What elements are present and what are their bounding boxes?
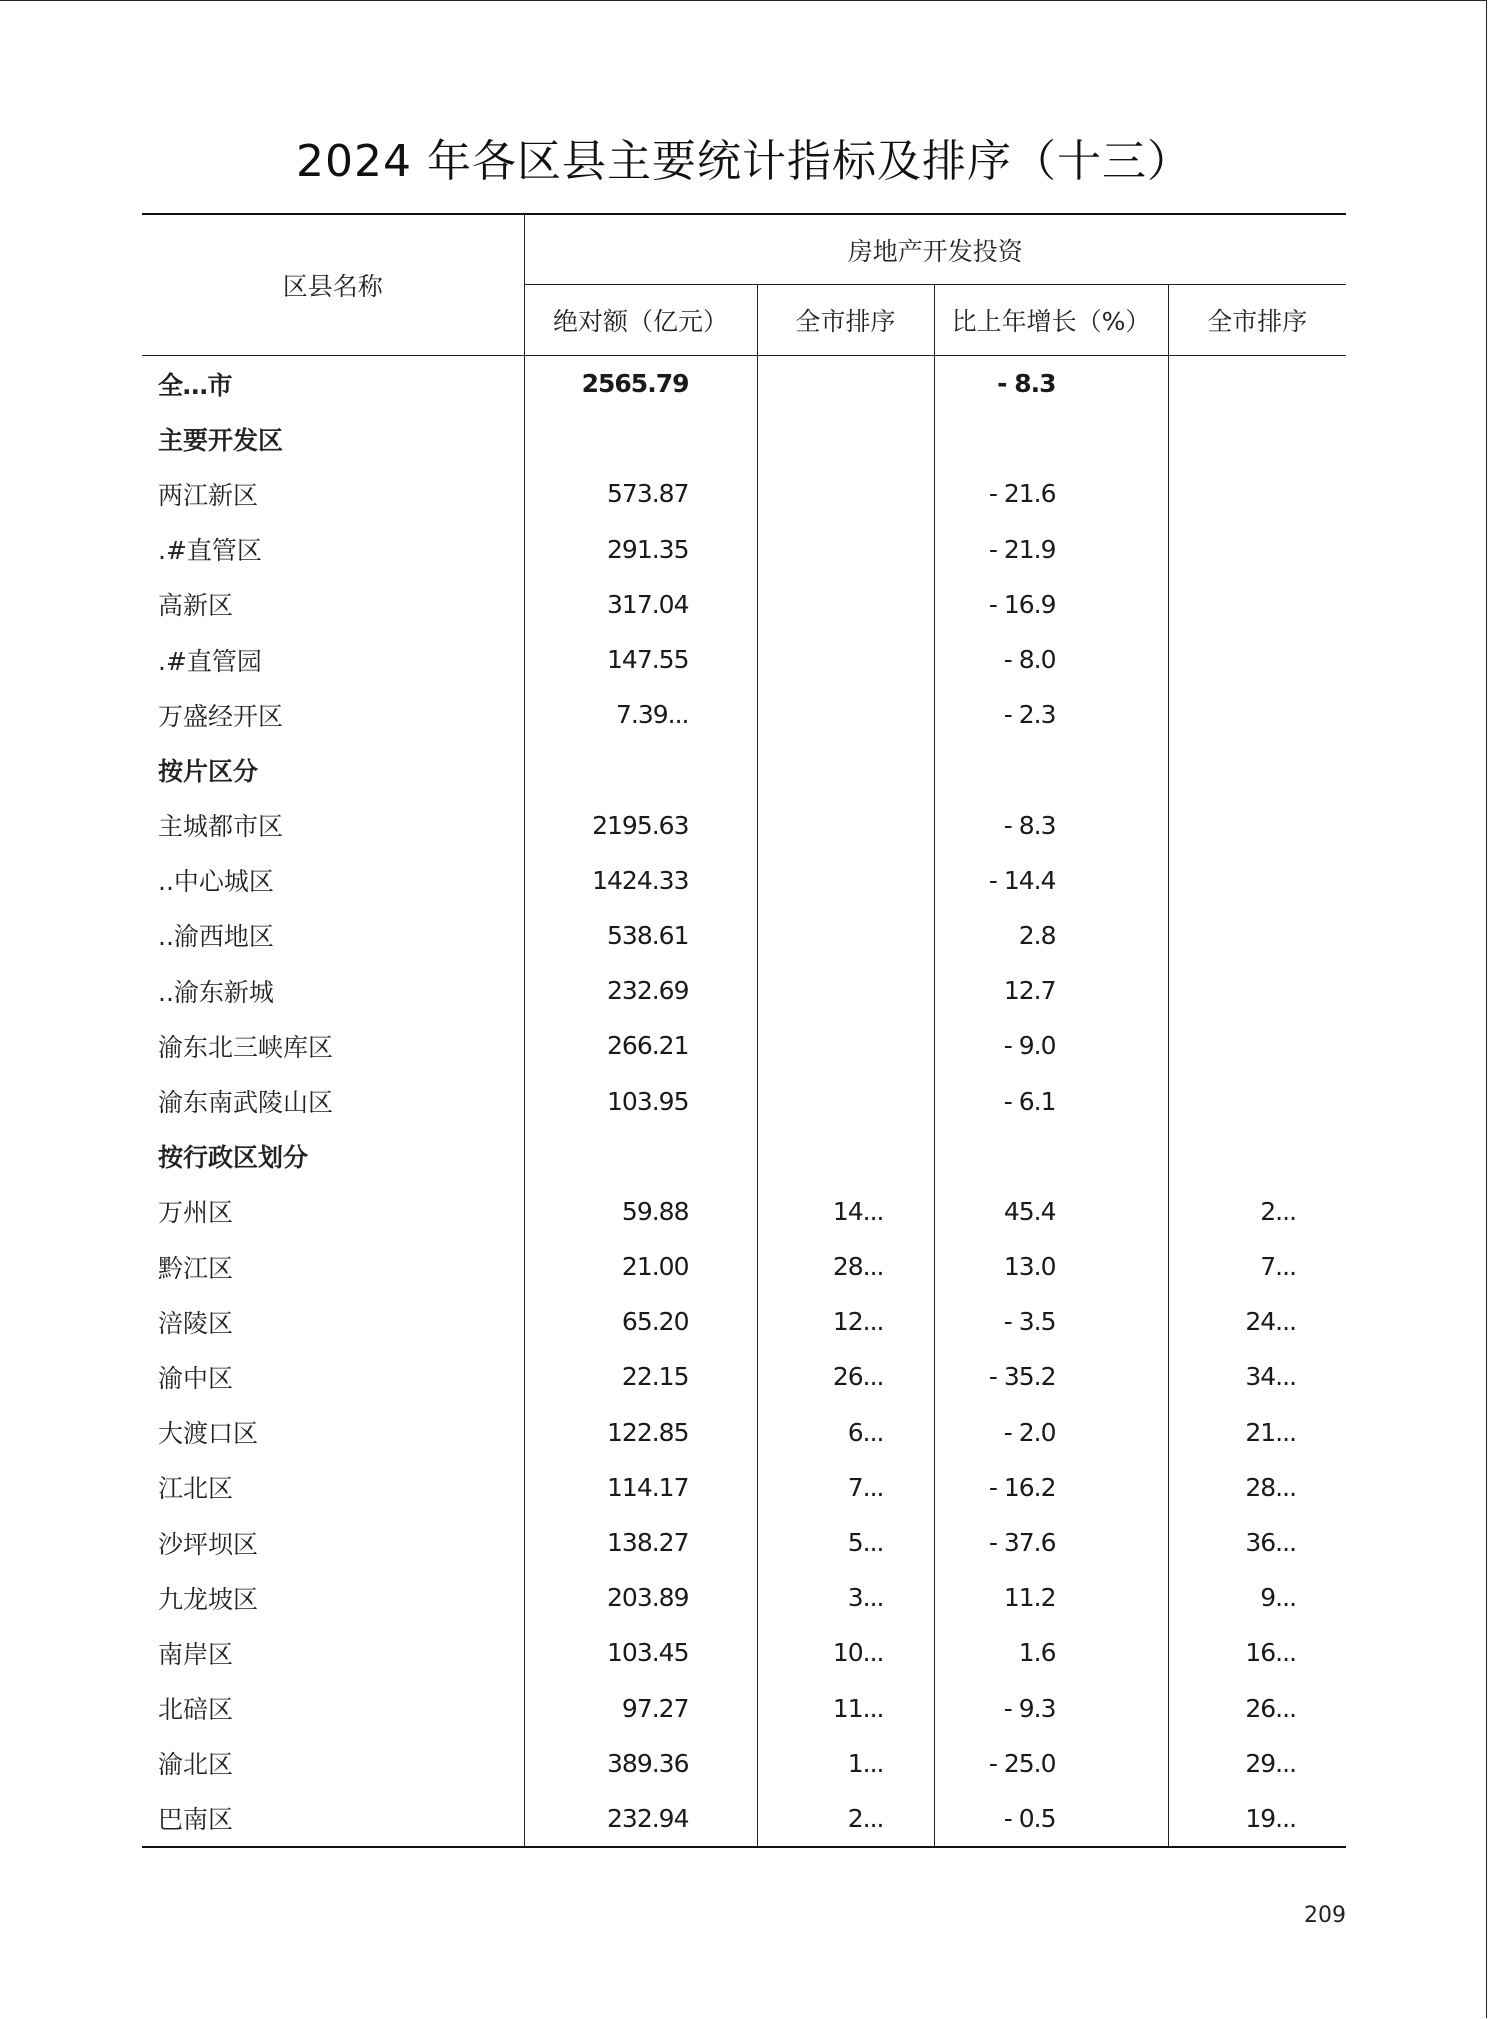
page-number: 209 xyxy=(1304,1903,1346,1928)
cell-growth-rank xyxy=(1168,356,1346,412)
cell-growth-rank xyxy=(1168,963,1346,1018)
row-name: 渝东南武陵山区 xyxy=(142,1073,524,1128)
cell-growth xyxy=(934,742,1168,797)
row-name: 渝中区 xyxy=(142,1349,524,1404)
column-header-district: 区县名称 xyxy=(142,214,524,356)
cell-growth: - 6.1 xyxy=(934,1073,1168,1128)
table-row xyxy=(142,1791,1346,1847)
cell-growth: - 9.0 xyxy=(934,1018,1168,1073)
cell-absolute-amount: 232.94 xyxy=(524,1791,757,1847)
cell-absolute-amount: 59.88 xyxy=(524,1184,757,1239)
table-row xyxy=(142,1184,1346,1239)
table-row xyxy=(142,1073,1346,1128)
page-title: 2024 年各区县主要统计指标及排序（十三） xyxy=(296,136,1192,187)
cell-growth: - 8.3 xyxy=(934,798,1168,853)
cell-amount-rank xyxy=(757,798,934,853)
cell-amount-rank xyxy=(757,1018,934,1073)
row-name: 主城都市区 xyxy=(142,798,524,853)
table-row xyxy=(142,1570,1346,1625)
cell-absolute-amount: 2565.79 xyxy=(524,356,757,412)
cell-growth: - 3.5 xyxy=(934,1294,1168,1349)
table-row xyxy=(142,1736,1346,1791)
cell-absolute-amount: 232.69 xyxy=(524,963,757,1018)
cell-growth-rank xyxy=(1168,798,1346,853)
table-row-city-total xyxy=(142,356,1346,412)
cell-growth: - 21.6 xyxy=(934,466,1168,521)
cell-growth-rank: 36... xyxy=(1245,1528,1297,1558)
row-name: 全...市 xyxy=(142,356,524,412)
cell-growth: - 0.5 xyxy=(934,1791,1168,1847)
cell-absolute-amount: 7.39... xyxy=(524,687,757,742)
table-row xyxy=(142,1018,1346,1073)
table-row xyxy=(142,1349,1346,1404)
column-header-growth-rank: 全市排序 xyxy=(1168,285,1346,356)
cell-amount-rank xyxy=(757,522,934,577)
cell-amount-rank xyxy=(757,632,934,687)
table-row xyxy=(142,853,1346,908)
row-name: 黔江区 xyxy=(142,1239,524,1294)
row-name: 万州区 xyxy=(142,1184,524,1239)
cell-growth: - 35.2 xyxy=(934,1349,1168,1404)
cell-amount-rank xyxy=(757,356,934,412)
section-label: 按行政区划分 xyxy=(142,1129,524,1184)
cell-growth-rank: 2... xyxy=(1260,1196,1297,1226)
cell-absolute-amount: 103.45 xyxy=(524,1625,757,1680)
cell-amount-rank: 26... xyxy=(757,1349,934,1404)
cell-growth-rank xyxy=(1168,1073,1346,1128)
cell-absolute-amount: 147.55 xyxy=(524,632,757,687)
row-name: 南岸区 xyxy=(142,1625,524,1680)
table-row xyxy=(142,1239,1346,1294)
cell-amount-rank: 10... xyxy=(757,1625,934,1680)
cell-growth xyxy=(934,411,1168,466)
cell-growth-rank: 9... xyxy=(1260,1583,1297,1613)
table-section-header xyxy=(142,1129,1346,1184)
cell-growth-rank xyxy=(1168,632,1346,687)
cell-amount-rank: 6... xyxy=(757,1405,934,1460)
table-section-header xyxy=(142,411,1346,466)
cell-growth-rank: 19... xyxy=(1168,1791,1346,1847)
cell-amount-rank xyxy=(757,963,934,1018)
row-name: .#直管园 xyxy=(142,632,524,687)
cell-amount-rank xyxy=(757,853,934,908)
table-row xyxy=(142,1294,1346,1349)
cell-absolute-amount: 266.21 xyxy=(524,1018,757,1073)
cell-absolute-amount: 573.87 xyxy=(524,466,757,521)
cell-amount-rank xyxy=(757,1073,934,1128)
cell-absolute-amount xyxy=(524,742,757,797)
cell-absolute-amount: 22.15 xyxy=(524,1349,757,1404)
cell-absolute-amount: 65.20 xyxy=(524,1294,757,1349)
cell-growth: - 16.9 xyxy=(934,577,1168,632)
cell-growth: 1.6 xyxy=(934,1625,1168,1680)
row-name: ..渝西地区 xyxy=(142,908,524,963)
cell-growth: - 14.4 xyxy=(934,853,1168,908)
cell-amount-rank xyxy=(757,908,934,963)
cell-growth-rank: 28... xyxy=(1245,1472,1297,1502)
cell-growth-rank xyxy=(1168,742,1346,797)
cell-growth-rank: 34... xyxy=(1245,1362,1297,1392)
cell-growth: - 25.0 xyxy=(934,1736,1168,1791)
cell-growth xyxy=(934,1129,1168,1184)
section-label: 主要开发区 xyxy=(142,411,524,466)
cell-absolute-amount: 21.00 xyxy=(524,1239,757,1294)
cell-growth-rank xyxy=(1168,411,1346,466)
cell-growth-rank: 21... xyxy=(1245,1417,1297,1447)
cell-amount-rank xyxy=(757,577,934,632)
cell-growth-rank: 7... xyxy=(1260,1252,1297,1282)
cell-absolute-amount: 114.17 xyxy=(524,1460,757,1515)
row-name: 北碚区 xyxy=(142,1681,524,1736)
row-name: 九龙坡区 xyxy=(142,1570,524,1625)
cell-amount-rank: 12... xyxy=(757,1294,934,1349)
cell-growth-rank: 24... xyxy=(1245,1307,1297,1337)
cell-growth: - 8.3 xyxy=(934,356,1168,412)
row-name: 大渡口区 xyxy=(142,1405,524,1460)
cell-absolute-amount: 1424.33 xyxy=(524,853,757,908)
row-name: 两江新区 xyxy=(142,466,524,521)
row-name: .#直管区 xyxy=(142,522,524,577)
table-row xyxy=(142,687,1346,742)
row-name: 渝东北三峡库区 xyxy=(142,1018,524,1073)
cell-amount-rank xyxy=(757,687,934,742)
cell-absolute-amount: 538.61 xyxy=(524,908,757,963)
row-name: 沙坪坝区 xyxy=(142,1515,524,1570)
cell-growth: - 8.0 xyxy=(934,632,1168,687)
cell-growth: 2.8 xyxy=(934,908,1168,963)
row-name: ..渝东新城 xyxy=(142,963,524,1018)
cell-growth: - 21.9 xyxy=(934,522,1168,577)
row-name: 巴南区 xyxy=(142,1791,524,1847)
cell-amount-rank: 1... xyxy=(757,1736,934,1791)
cell-absolute-amount: 291.35 xyxy=(524,522,757,577)
table-row xyxy=(142,632,1346,687)
cell-amount-rank xyxy=(757,466,934,521)
row-name: 万盛经开区 xyxy=(142,687,524,742)
cell-growth: - 9.3 xyxy=(934,1681,1168,1736)
cell-growth-rank xyxy=(1168,853,1346,908)
cell-growth-rank xyxy=(1168,687,1346,742)
cell-absolute-amount: 203.89 xyxy=(524,1570,757,1625)
row-name: 高新区 xyxy=(142,577,524,632)
column-group-real-estate-investment: 房地产开发投资 xyxy=(524,214,1346,285)
section-label: 按片区分 xyxy=(142,742,524,797)
table-row xyxy=(142,1405,1346,1460)
cell-growth: - 2.3 xyxy=(934,687,1168,742)
table-row xyxy=(142,1460,1346,1515)
cell-absolute-amount: 138.27 xyxy=(524,1515,757,1570)
cell-absolute-amount: 317.04 xyxy=(524,577,757,632)
cell-absolute-amount: 97.27 xyxy=(524,1681,757,1736)
cell-growth: 13.0 xyxy=(934,1239,1168,1294)
row-name: 江北区 xyxy=(142,1460,524,1515)
column-header-absolute-amount: 绝对额（亿元） xyxy=(524,285,757,356)
row-name: ..中心城区 xyxy=(142,853,524,908)
cell-growth-rank xyxy=(1168,908,1346,963)
table-row xyxy=(142,522,1346,577)
cell-amount-rank: 11... xyxy=(757,1681,934,1736)
table-row xyxy=(142,1625,1346,1680)
cell-absolute-amount xyxy=(524,1129,757,1184)
cell-amount-rank: 3... xyxy=(757,1570,934,1625)
cell-absolute-amount: 2195.63 xyxy=(524,798,757,853)
cell-growth-rank: 29... xyxy=(1245,1748,1297,1778)
cell-growth: 11.2 xyxy=(934,1570,1168,1625)
cell-growth-rank xyxy=(1168,466,1346,521)
cell-growth-rank xyxy=(1168,522,1346,577)
table-section-header xyxy=(142,742,1346,797)
cell-amount-rank xyxy=(757,411,934,466)
cell-growth: - 16.2 xyxy=(934,1460,1168,1515)
table-row xyxy=(142,908,1346,963)
cell-amount-rank xyxy=(757,1129,934,1184)
cell-absolute-amount: 122.85 xyxy=(524,1405,757,1460)
column-header-amount-rank: 全市排序 xyxy=(757,285,934,356)
cell-amount-rank: 2... xyxy=(757,1791,934,1847)
cell-growth: - 2.0 xyxy=(934,1405,1168,1460)
table-row xyxy=(142,798,1346,853)
cell-growth-rank: 26... xyxy=(1245,1693,1297,1723)
table-row xyxy=(142,963,1346,1018)
cell-growth: - 37.6 xyxy=(934,1515,1168,1570)
cell-amount-rank: 5... xyxy=(757,1515,934,1570)
table-row xyxy=(142,1515,1346,1570)
column-header-growth: 比上年增长（%） xyxy=(934,285,1168,356)
cell-growth-rank: 16... xyxy=(1245,1638,1297,1668)
cell-growth-rank xyxy=(1168,1129,1346,1184)
cell-growth: 45.4 xyxy=(934,1184,1168,1239)
row-name: 涪陵区 xyxy=(142,1294,524,1349)
cell-absolute-amount xyxy=(524,411,757,466)
cell-absolute-amount: 389.36 xyxy=(524,1736,757,1791)
cell-growth: 12.7 xyxy=(934,963,1168,1018)
table-row xyxy=(142,1681,1346,1736)
cell-growth-rank xyxy=(1168,577,1346,632)
table-row xyxy=(142,466,1346,521)
table-row xyxy=(142,577,1346,632)
row-name: 渝北区 xyxy=(142,1736,524,1791)
cell-amount-rank xyxy=(757,742,934,797)
cell-amount-rank: 7... xyxy=(757,1460,934,1515)
cell-absolute-amount: 103.95 xyxy=(524,1073,757,1128)
cell-amount-rank: 28... xyxy=(757,1239,934,1294)
cell-growth-rank xyxy=(1168,1018,1346,1073)
cell-amount-rank: 14... xyxy=(757,1184,934,1239)
statistics-table xyxy=(142,213,1346,1848)
